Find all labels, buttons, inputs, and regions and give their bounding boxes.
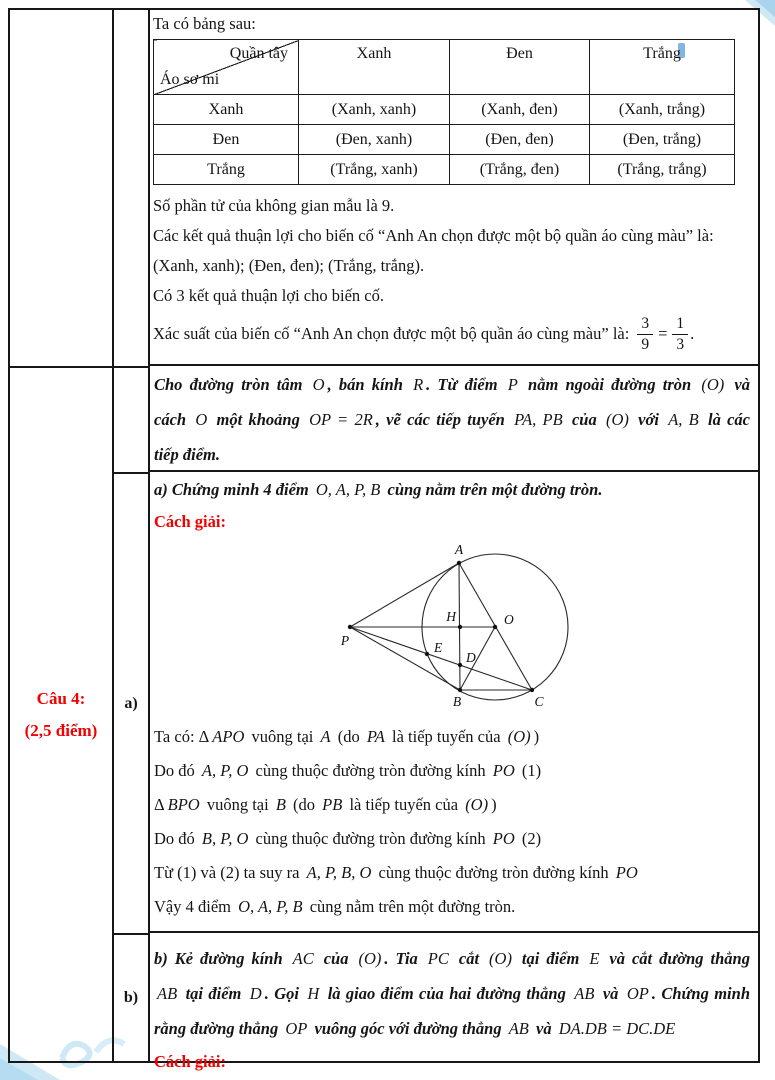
- outcome-cell: (Đen, đen): [450, 125, 590, 155]
- row-header: Xanh: [154, 95, 299, 125]
- figure-point-h: [458, 625, 462, 629]
- row-header: Đen: [154, 125, 299, 155]
- text-line: (Xanh, xanh); (Đen, đen); (Trắng, trắng).: [153, 256, 425, 275]
- text-line: Số phần tử của không gian mẫu là 9.: [153, 196, 395, 215]
- corner-cell: [154, 40, 299, 95]
- solution-line: Vậy 4 điểm O, A, P, B cùng nằm trên một đường tròn.: [154, 897, 516, 916]
- outcome-cell: (Đen, xanh): [299, 125, 450, 155]
- figure-point-b: [458, 688, 462, 692]
- statement-line: Cho đường tròn tâm O , bán kính R . Từ điểm P nằm ngoài đường tròn (O) và: [154, 375, 751, 394]
- statement-line: tiếp điểm.: [154, 445, 220, 464]
- question-column: [10, 10, 114, 1061]
- question-points: (2,5 điểm): [24, 720, 98, 740]
- part-b-line: rằng đường thẳng OP vuông góc với đường thẳng AB và DA.DB = DC.DE: [154, 1019, 676, 1038]
- figure-label-e: E: [434, 640, 443, 655]
- solution-line: Từ (1) và (2) ta suy ra A, P, B, O cùng thuộc đường tròn đường kính PO: [154, 863, 638, 882]
- intro-line: Ta có bảng sau:: [153, 14, 256, 33]
- fraction: [637, 314, 653, 355]
- part-a-heading: a) Chứng minh 4 điểm O, A, P, B cùng nằm trên một đường tròn.: [154, 480, 603, 499]
- part-a-solution: [154, 720, 752, 924]
- figure-point-o: [493, 625, 497, 629]
- figure-point-a: [457, 561, 461, 565]
- table-row: [154, 125, 735, 155]
- fraction-denominator: 9: [637, 334, 653, 355]
- fraction-numerator: 3: [641, 314, 650, 332]
- text-line: Các kết quả thuận lợi cho biến cố “Anh An chọn được một bộ quần áo cùng màu” là:: [153, 226, 714, 245]
- part-b-row: [150, 933, 758, 1071]
- outcome-cell: (Trắng, xanh): [299, 155, 450, 185]
- answer-table: [8, 8, 760, 1071]
- equals-sign: =: [658, 324, 668, 343]
- section-probability: [150, 10, 758, 366]
- part-b-label-cell: [114, 933, 148, 1061]
- fraction: [672, 314, 688, 355]
- outcome-cell: (Đen, trắng): [590, 125, 735, 155]
- part-a-label: a): [124, 694, 138, 712]
- figure-label-o: O: [504, 612, 514, 627]
- table-row: [154, 95, 735, 125]
- figure-label-c: C: [534, 694, 544, 709]
- part-a-label-cell: [114, 472, 148, 933]
- parts-empty-cell: [114, 366, 148, 472]
- outcome-cell: (Xanh, xanh): [299, 95, 450, 125]
- figure-point-p: [348, 625, 352, 629]
- probability-prefix: Xác suất của biến cố “Anh An chọn được một bộ quần áo cùng màu” là:: [153, 324, 630, 343]
- text-line: Có 3 kết quả thuận lợi cho biến cố.: [153, 286, 384, 305]
- probability-text: [153, 191, 748, 311]
- figure-label-h: H: [446, 609, 456, 624]
- question-cell: [10, 366, 112, 1061]
- solution-method-label: Cách giải:: [154, 512, 226, 531]
- column-header: Đen: [450, 40, 590, 95]
- solution-line: Ta có: Δ APO vuông tại A (do PA là tiếp tuyến của (O) ): [154, 727, 540, 746]
- figure-point-d: [458, 663, 462, 667]
- period: .: [690, 324, 695, 343]
- part-b-line: AB tại điểm D . Gọi H là giao điểm của hai đường thẳng AB và OP . Chứng minh: [157, 984, 750, 1003]
- solution-line: Do đó B, P, O cùng thuộc đường tròn đường kính PO (2): [154, 829, 542, 848]
- statement-row: [150, 366, 758, 472]
- table-row: [154, 155, 735, 185]
- parts-column: [114, 10, 150, 1061]
- figure-label-p: P: [340, 633, 350, 648]
- outcome-cell: (Xanh, đen): [450, 95, 590, 125]
- row-header: Trắng: [154, 155, 299, 185]
- geometry-figure: [335, 538, 615, 710]
- figure-point-e: [425, 652, 429, 656]
- solution-method-label: Cách giải:: [154, 1052, 226, 1071]
- outcome-table: [153, 39, 735, 185]
- part-b-line: b) Kẻ đường kính AC của (O) . Tia PC cắt (O) tại điểm E và cắt đường thẳng: [154, 949, 750, 968]
- figure-point-c: [530, 688, 534, 692]
- question-label: Câu 4:: [36, 688, 86, 708]
- corner-label-top: Quần tây: [229, 45, 288, 62]
- content-column: [150, 10, 758, 1071]
- solution-line: Do đó A, P, O cùng thuộc đường tròn đường kính PO (1): [154, 761, 542, 780]
- part-a-row: [150, 472, 758, 933]
- figure-line-pc: [350, 627, 532, 690]
- figure-label-a: A: [454, 542, 464, 557]
- column-header: Xanh: [299, 40, 450, 95]
- fraction-numerator: 1: [676, 314, 685, 332]
- figure-line-pb: [350, 627, 460, 690]
- outcome-cell: (Trắng, đen): [450, 155, 590, 185]
- part-b-label: b): [123, 989, 139, 1006]
- figure-line-pa: [350, 563, 459, 627]
- column-header: Trắng: [590, 40, 735, 95]
- outcome-cell: (Trắng, trắng): [590, 155, 735, 185]
- solution-line: Δ BPO vuông tại B (do PB là tiếp tuyến của (O) ): [154, 795, 497, 814]
- fraction-denominator: 3: [672, 334, 688, 355]
- figure-label-b: B: [452, 694, 462, 709]
- outcome-cell: (Xanh, trắng): [590, 95, 735, 125]
- figure-label-d: D: [466, 650, 476, 665]
- statement-line: cách O một khoảng OP = 2R , vẽ các tiếp tuyến PA, PB của (O) với A, B là các: [154, 410, 750, 429]
- probability-result-line: [153, 311, 748, 357]
- corner-label-bottom: Áo sơ mi: [160, 71, 220, 88]
